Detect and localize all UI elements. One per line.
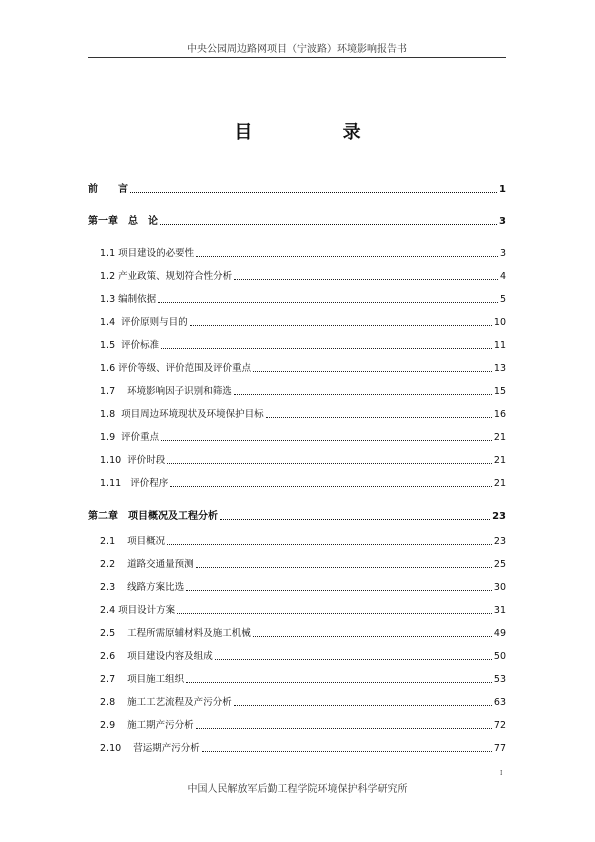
toc-page-number: 31 — [493, 605, 506, 616]
toc-chapter-entry[interactable] — [88, 180, 506, 196]
toc-page-number: 21 — [493, 455, 506, 466]
dot-leader — [161, 440, 492, 441]
dot-leader — [196, 567, 492, 568]
toc-page-number: 49 — [493, 628, 506, 639]
toc-section-entry[interactable] — [88, 267, 506, 283]
dot-leader — [215, 659, 492, 660]
toc-section-entry[interactable] — [88, 428, 506, 444]
toc-entry-title: 2.8 施工工艺流程及产污分析 — [100, 697, 232, 708]
toc-entry-title: 1.1 项目建设的必要性 — [100, 248, 195, 259]
toc-entry-title: 第一章 总 论 — [88, 216, 158, 227]
toc-entry-title: 2.9 施工期产污分析 — [100, 720, 194, 731]
toc-section-entry[interactable] — [88, 244, 506, 260]
toc-page-number: 72 — [493, 720, 506, 731]
dot-leader — [186, 590, 492, 591]
toc-entry-title: 2.5 工程所需原辅材料及施工机械 — [100, 628, 251, 639]
toc-entry-title: 2.1 项目概况 — [100, 536, 166, 547]
toc-page-number: 21 — [493, 478, 506, 489]
toc-section-entry[interactable] — [88, 647, 506, 663]
toc-page-number: 63 — [493, 697, 506, 708]
page-number: I — [500, 770, 503, 777]
toc-section-entry[interactable] — [88, 336, 506, 352]
toc-entry-title: 1.4 评价原则与目的 — [100, 317, 188, 328]
toc-section-entry[interactable] — [88, 739, 506, 755]
toc-page-number: 50 — [493, 651, 506, 662]
toc-chapter-entry[interactable] — [88, 212, 506, 228]
toc-page-number: 25 — [493, 559, 506, 570]
toc-entry-title: 1.5 评价标准 — [100, 340, 160, 351]
toc-entry-title: 第二章 项目概况及工程分析 — [88, 511, 218, 522]
toc-section-entry[interactable] — [88, 624, 506, 640]
toc-page-number: 3 — [499, 248, 506, 259]
toc-entry-title: 1.2 产业政策、规划符合性分析 — [100, 271, 233, 282]
footer-institution: 中国人民解放军后勤工程学院环境保护科学研究所 — [187, 784, 408, 795]
dot-leader — [160, 224, 497, 225]
running-header: 中央公园周边路网项目（宁波路）环境影响报告书 — [187, 44, 407, 55]
dot-leader — [220, 519, 490, 520]
dot-leader — [170, 486, 492, 487]
toc-page-number: 3 — [499, 216, 506, 227]
toc-entry-title: 2.3 线路方案比选 — [100, 582, 185, 593]
toc-page-number: 23 — [492, 511, 506, 522]
dot-leader — [266, 417, 492, 418]
toc-page-number: 5 — [499, 294, 506, 305]
toc-section-entry[interactable] — [88, 451, 506, 467]
toc-page-number: 77 — [493, 743, 506, 754]
toc-entry-title: 1.11 评价程序 — [100, 478, 169, 489]
toc-section-entry[interactable] — [88, 313, 506, 329]
toc-entry-title: 前 言 — [88, 184, 128, 195]
dot-leader — [234, 705, 492, 706]
toc-page-number: 4 — [499, 271, 506, 282]
dot-leader — [196, 728, 492, 729]
toc-section-entry[interactable] — [88, 532, 506, 548]
toc-section-entry[interactable] — [88, 382, 506, 398]
header-rule — [88, 57, 506, 58]
toc-entry-title: 2.7 项目施工组织 — [100, 674, 185, 685]
toc-chapter-entry[interactable] — [88, 507, 506, 523]
toc-entry-title: 2.10 营运期产污分析 — [100, 743, 200, 754]
dot-leader — [186, 682, 492, 683]
dot-leader — [130, 192, 497, 193]
dot-leader — [196, 256, 498, 257]
toc-section-entry[interactable] — [88, 405, 506, 421]
toc-entry-title: 2.2 道路交通量预测 — [100, 559, 194, 570]
toc-section-entry[interactable] — [88, 290, 506, 306]
toc-section-entry[interactable] — [88, 474, 506, 490]
toc-entry-title: 1.9 评价重点 — [100, 432, 160, 443]
dot-leader — [167, 544, 492, 545]
toc-section-entry[interactable] — [88, 601, 506, 617]
dot-leader — [167, 463, 492, 464]
toc-page-number: 30 — [493, 582, 506, 593]
dot-leader — [158, 302, 498, 303]
toc-section-entry[interactable] — [88, 716, 506, 732]
dot-leader — [177, 613, 492, 614]
toc-entry-title: 1.3 编制依据 — [100, 294, 157, 305]
toc-page-number: 11 — [493, 340, 506, 351]
dot-leader — [234, 279, 498, 280]
toc-page-number: 1 — [499, 184, 506, 195]
dot-leader — [190, 325, 492, 326]
dot-leader — [253, 636, 492, 637]
dot-leader — [253, 371, 492, 372]
toc-section-entry[interactable] — [88, 555, 506, 571]
toc-page-number: 21 — [493, 432, 506, 443]
toc-entry-title: 2.6 项目建设内容及组成 — [100, 651, 213, 662]
toc-page-number: 10 — [493, 317, 506, 328]
dot-leader — [202, 751, 492, 752]
toc-entry-title: 1.8 项目周边环境现状及环境保护目标 — [100, 409, 264, 420]
toc-page-number: 15 — [493, 386, 506, 397]
toc-section-entry[interactable] — [88, 693, 506, 709]
page-title: 目 录 — [234, 122, 403, 143]
toc-entry-title: 1.6 评价等级、评价范围及评价重点 — [100, 363, 252, 374]
toc-page-number: 23 — [493, 536, 506, 547]
toc-page-number: 53 — [493, 674, 506, 685]
toc-entry-title: 1.10 评价时段 — [100, 455, 166, 466]
toc-page-number: 13 — [493, 363, 506, 374]
toc-section-entry[interactable] — [88, 670, 506, 686]
toc-section-entry[interactable] — [88, 359, 506, 375]
toc-page-number: 16 — [493, 409, 506, 420]
toc-entry-title: 2.4 项目设计方案 — [100, 605, 176, 616]
toc-entry-title: 1.7 环境影响因子识别和筛选 — [100, 386, 232, 397]
dot-leader — [234, 394, 492, 395]
toc-section-entry[interactable] — [88, 578, 506, 594]
dot-leader — [161, 348, 492, 349]
